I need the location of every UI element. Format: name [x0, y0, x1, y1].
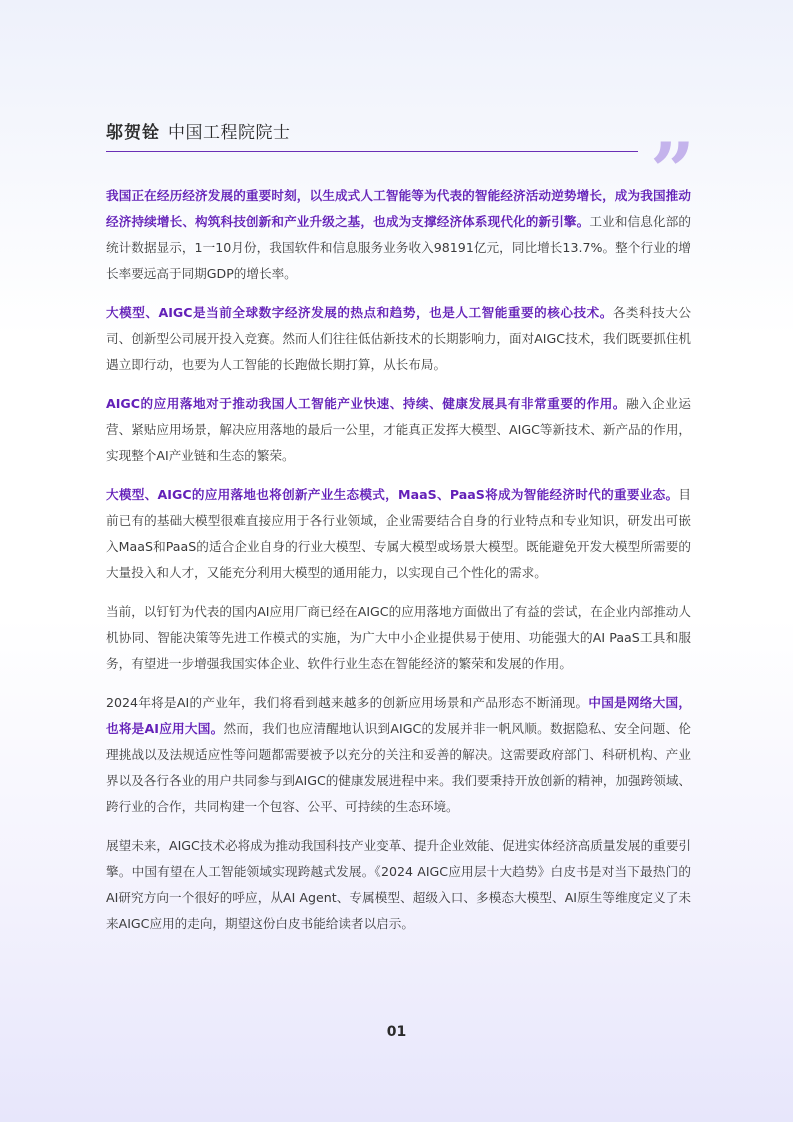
author-line: [106, 120, 291, 146]
author-name: 邬贺铨: [106, 123, 160, 143]
paragraph-6-text: 然而，我们也应清醒地认识到AIGC的发展并非一帆风顺。数据隐私、安全问题、伦理挑战以及法规适应性等问题都需要被予以充分的关注和妥善的解决。这需要政府部门、科研机构、产业界以及各行各业的用户共同参与到AIGC的健康发展进程中来。我们要秉持开放创新的精神，加强跨领域、跨行业的合作，共同构建一个包容、公平、可持续的生态环境。: [106, 721, 692, 814]
paragraph-5-text: 当前，以钉钉为代表的国内AI应用厂商已经在AIGC的应用落地方面做出了有益的尝试，在企业内部推动人机协同、智能决策等先进工作模式的实施，为广大中小企业提供易于使用、功能强大的AI PaaS工具和服务，有望进一步增强我国实体企业、软件行业生态在智能经济的繁荣和发展的作用。: [106, 604, 691, 671]
paragraph-6-lead: 2024年将是AI的产业年，我们将看到越来越多的创新应用场景和产品形态不断涌现。: [106, 695, 589, 710]
paragraph-7-text: 展望未来，AIGC技术必将成为推动我国科技产业变革、提升企业效能、促进实体经济高质量发展的重要引擎。中国有望在人工智能领域实现跨越式发展。《2024 AIGC应用层十大趋势》白皮书是对当下最热门的AI研究方向一个很好的呼应，从AI Agent、专属模型、超级入口、多模态大模型、AI原生等维度定义了未来AIGC应用的走向，期望这份白皮书能给读者以启示。: [106, 838, 692, 931]
paragraph-3-text: 融入企业运营、紧贴应用场景，解决应用落地的最后一公里，才能真正发挥大模型、AIGC等新技术、新产品的作用，实现整个AI产业链和生态的繁荣。: [106, 396, 692, 463]
paragraph-3: [106, 391, 691, 469]
paragraph-7: [106, 833, 691, 937]
header-divider: [106, 151, 638, 152]
paragraph-1: [106, 183, 691, 287]
paragraph-1-text: 工业和信息化部的统计数据显示，1一10月份，我国软件和信息服务业务收入98191亿元，同比增长13.7%。整个行业的增长率要远高于同期GDP的增长率。: [106, 214, 692, 281]
page-number: 01: [386, 1024, 407, 1040]
paragraph-2-text: 各类科技大公司、创新型公司展开投入竞赛。然而人们往往低估新技术的长期影响力，面对AIGC技术，我们既要抓住机遇立即行动，也要为人工智能的长跑做长期打算，从长布局。: [106, 305, 692, 372]
quote-mark-icon: ”: [650, 126, 689, 217]
paragraph-4-highlight: 大模型、AIGC的应用落地也将创新产业生态模式，MaaS、PaaS将成为智能经济时代的重要业态。: [106, 487, 679, 502]
paragraph-4-text: 目前已有的基础大模型很难直接应用于各行业领域，企业需要结合自身的行业特点和专业知识，研发出可嵌入MaaS和PaaS的适合企业自身的行业大模型、专属大模型或场景大模型。既能避免开发大模型所需要的大量投入和人才，又能充分利用大模型的通用能力，以实现自己个性化的需求。: [106, 487, 691, 580]
paragraph-1-highlight: 我国正在经历经济发展的重要时刻，以生成式人工智能等为代表的智能经济活动逆势增长，成为我国推动经济持续增长、构筑科技创新和产业升级之基，也成为支撑经济体系现代化的新引擎。: [106, 188, 691, 229]
paragraph-2: [106, 300, 691, 378]
paragraph-6-highlight: 中国是网络大国，也将是AI应用大国。: [106, 695, 691, 736]
paragraph-4: [106, 482, 691, 586]
paragraph-6: [106, 690, 691, 820]
paragraph-2-highlight: 大模型、AIGC是当前全球数字经济发展的热点和趋势，也是人工智能重要的核心技术。: [106, 305, 613, 320]
author-title: 中国工程院院士: [168, 123, 291, 143]
article-body: [106, 183, 691, 950]
paragraph-3-highlight: AIGC的应用落地对于推动我国人工智能产业快速、持续、健康发展具有非常重要的作用。: [106, 396, 626, 411]
paragraph-5: [106, 599, 691, 677]
